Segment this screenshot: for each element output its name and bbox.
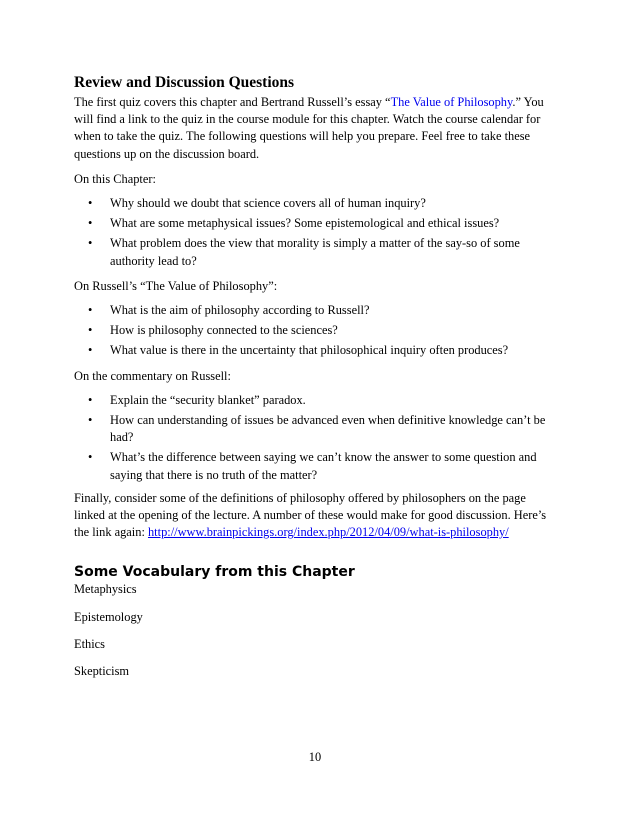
philosophy-link[interactable]: http://www.brainpickings.org/index.php/2012/04/09/what-is-philosophy/ [147,525,509,540]
vocab-term: Ethics [74,636,105,651]
vocab-term: Skepticism [74,664,130,679]
intro-text-before: The first quiz covers this chapter and Bertrand Russell’s essay “ [74,95,391,109]
group-lead-commentary: On the commentary on Russell: [74,368,231,383]
vocabulary-heading: Some Vocabulary from this Chapter [74,564,355,581]
list-item: • Explain the “security blanket” paradox. [74,392,556,409]
list-item: • What value is there in the uncertainty that philosophical inquiry often produces? [74,342,556,359]
list-item: • What is the aim of philosophy according to Russell? [74,302,556,319]
list-item: • What’s the difference between saying we can’t know the answer to some question and saying that there is no truth of the matter? [74,449,556,483]
list-item: • What problem does the view that morality is simply a matter of the say-so of some authority lead to? [74,235,556,269]
list-item: • How is philosophy connected to the sciences? [74,322,556,339]
question-list-russell [74,302,556,360]
vocab-term: Epistemology [74,609,143,624]
page-number: 10 [308,750,322,764]
list-item: • What are some metaphysical issues? Some epistemological and ethical issues? [74,215,556,232]
list-item: • Why should we doubt that science covers all of human inquiry? [74,195,556,212]
group-lead-chapter: On this Chapter: [74,171,156,186]
document-page [74,74,556,680]
vocabulary-list [74,581,556,680]
final-text: Finally, consider some of the definitions of philosophy offered by philosophers on the page linked at the opening of the lecture. A number of these would make for good discussion. Here’s the link again: [74,490,547,540]
vocab-term: Metaphysics [74,582,137,597]
intro-text-after: .” You will find a link to the quiz in the course module for this chapter. Watch the course calendar for when to take the quiz. The following questions will help you prepare. Feel free to take these questions up on the discussion board. [74,95,544,161]
review-heading: Review and Discussion Questions [74,74,295,91]
list-item: • How can understanding of issues be advanced even when definitive knowledge can’t be had? [74,412,556,446]
question-list-chapter [74,195,556,270]
group-lead-russell: On Russell’s “The Value of Philosophy”: [74,278,278,293]
question-list-commentary [74,392,556,484]
review-intro [74,94,556,163]
final-paragraph [74,490,556,542]
essay-link[interactable]: The Value of Philosophy [390,95,513,109]
